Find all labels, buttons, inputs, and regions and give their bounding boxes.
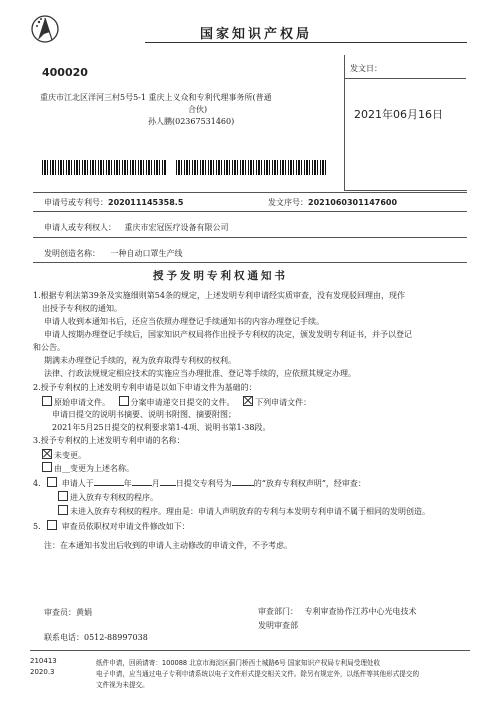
note: 注：在本通知书发出后收到的申请人主动修改的申请文件，不予考虑。 xyxy=(44,541,292,550)
p1-line2: 出授予专利权的通知。 xyxy=(42,304,122,313)
dept-label: 审查部门： xyxy=(258,607,298,616)
waiver-not-enter-checkbox[interactable] xyxy=(58,505,68,515)
p4-num: 4. xyxy=(33,479,41,488)
barcode-right xyxy=(176,160,326,175)
notice-heading: 授予发明专利权通知书 xyxy=(153,270,288,282)
p1-line5: 和公告。 xyxy=(33,343,65,352)
p2-opt2: 分案申请递交日提交的文件。 xyxy=(130,398,235,407)
p1-line1: 1.根据专利法第39条及实施细则第54条的规定，上述发明专利申请经实质审查，没有发现驳回理由，现作 xyxy=(33,291,405,300)
dispatch-top-rule xyxy=(344,78,466,79)
office-name: 国家知识产权局 xyxy=(200,27,313,42)
invention-title: 一种自动口罩生产线 xyxy=(110,249,183,258)
address-line2: 合伙) xyxy=(188,105,208,114)
footer-rule xyxy=(30,650,470,651)
p2-opt1: 原始申请文件。 xyxy=(54,398,110,407)
dispatch-date: 2021年06月16日 xyxy=(354,108,443,121)
examiner-amend-checkbox[interactable] xyxy=(47,520,57,530)
rule-1 xyxy=(33,192,467,193)
dispatch-label: 发文日： xyxy=(350,64,382,73)
p1-line6: 期满未办理登记手续的，视为放弃取得专利权的权利。 xyxy=(44,356,236,365)
following-docs-checkbox[interactable] xyxy=(243,396,253,406)
p4-text-e: 的“放弃专利权声明”，经审查： xyxy=(253,479,366,488)
p3-opt2: 由__变更为上述名称。 xyxy=(54,464,134,473)
applicant-label: 申请人或专利权人： xyxy=(44,223,116,232)
p3-opt1: 未变更。 xyxy=(54,451,86,460)
postcode: 400020 xyxy=(42,66,88,79)
title-label: 发明创造名称： xyxy=(44,249,100,258)
recipient: 孙人鹏(02367531460) xyxy=(148,117,235,126)
form-code: 210413 xyxy=(30,657,57,665)
rule-4 xyxy=(33,262,467,263)
year-blank xyxy=(94,485,124,486)
p2-line3: 申请日提交的说明书摘要、说明书附图、摘要附图； xyxy=(52,410,236,419)
patent-no-blank xyxy=(232,485,254,486)
name-changed-checkbox[interactable] xyxy=(42,462,52,472)
dept-value: 专利审查协作江苏中心光电技术 xyxy=(304,607,417,616)
month-blank xyxy=(132,485,152,486)
p2-line1: 2.授予专利权的上述发明专利申请是以如下申请文件为基础的： xyxy=(33,383,257,392)
address-line1: 重庆市江北区洋河三村5号5-1 重庆上义众和专利代理事务所(普通 xyxy=(40,93,272,102)
p3-line1: 3.授予专利权的上述发明专利申请的名称： xyxy=(33,436,185,445)
p5-text: 审查员依职权对申请文件修改如下： xyxy=(61,522,190,531)
serial-label: 发文序号： xyxy=(268,198,308,207)
p4-opt2: 未进入放弃专利权的程序。理由是：申请人声明放弃的专利与本发明专利申请不属于相同的发明创造。 xyxy=(70,507,430,516)
p4-text-d: 日提交专利号为 xyxy=(175,479,232,488)
mail-line1: 纸件申请，回函请寄：100088 北京市海淀区蓟门桥西土城路6号 国家知识产权局专利局受理处收 xyxy=(96,659,381,667)
original-docs-checkbox[interactable] xyxy=(42,396,52,406)
p1-line7: 法律、行政法规规定相应技术的实施应当办理批准、登记等手续的，应依照其规定办理。 xyxy=(44,369,356,378)
mail-line3: 文件视为未提交。 xyxy=(96,681,149,689)
p4-text-c: 月 xyxy=(151,479,160,488)
serial-no: 2021060301147600 xyxy=(308,198,398,207)
applicant: 重庆市宏冠医疗设备有限公司 xyxy=(124,223,229,232)
waiver-checkbox[interactable] xyxy=(47,477,57,487)
p5-num: 5. xyxy=(33,522,41,531)
barcode-left xyxy=(42,160,167,175)
rule-2 xyxy=(33,211,467,212)
app-no-label: 申请号或专利号： xyxy=(44,198,108,207)
rule-3 xyxy=(33,237,467,238)
p1-line3: 申请人收到本通知书后，还应当依照办理登记手续通知书的内容办理登记手续。 xyxy=(44,317,324,326)
app-no: 202011145358.5 xyxy=(108,198,184,207)
p4-opt1: 进入放弃专利权的程序。 xyxy=(70,493,158,502)
header-rule xyxy=(145,42,467,43)
phone: 联系电话：0512-88997038 xyxy=(44,633,148,642)
cnipa-logo-icon xyxy=(30,12,60,46)
divisional-docs-checkbox[interactable] xyxy=(119,396,129,406)
p2-opt3: 下列申请文件： xyxy=(255,398,312,407)
p1-line4: 申请人按期办理登记手续后，国家知识产权局将作出授予专利权的决定，颁发发明专利证书，并予以登记 xyxy=(44,330,412,339)
name-unchanged-checkbox[interactable] xyxy=(42,449,52,459)
examiner: 审查员：黄娟 xyxy=(44,608,92,617)
p4-text-a: 申请人于 xyxy=(61,479,94,488)
mail-line2: 电子申请，应当通过电子专利申请系统以电子文件形式提交相关文件。除另有规定外，以纸件等其他形式提交的 xyxy=(96,670,420,678)
p2-line4: 2021年5月25日提交的权利要求第1-4项、说明书第1-38段。 xyxy=(52,423,271,432)
dept-value2: 发明审查部 xyxy=(258,621,298,630)
p4-text-b: 年 xyxy=(123,479,132,488)
form-version: 2020.3 xyxy=(30,668,55,676)
day-blank xyxy=(160,485,176,486)
dispatch-box xyxy=(344,55,467,191)
waiver-enter-checkbox[interactable] xyxy=(58,491,68,501)
